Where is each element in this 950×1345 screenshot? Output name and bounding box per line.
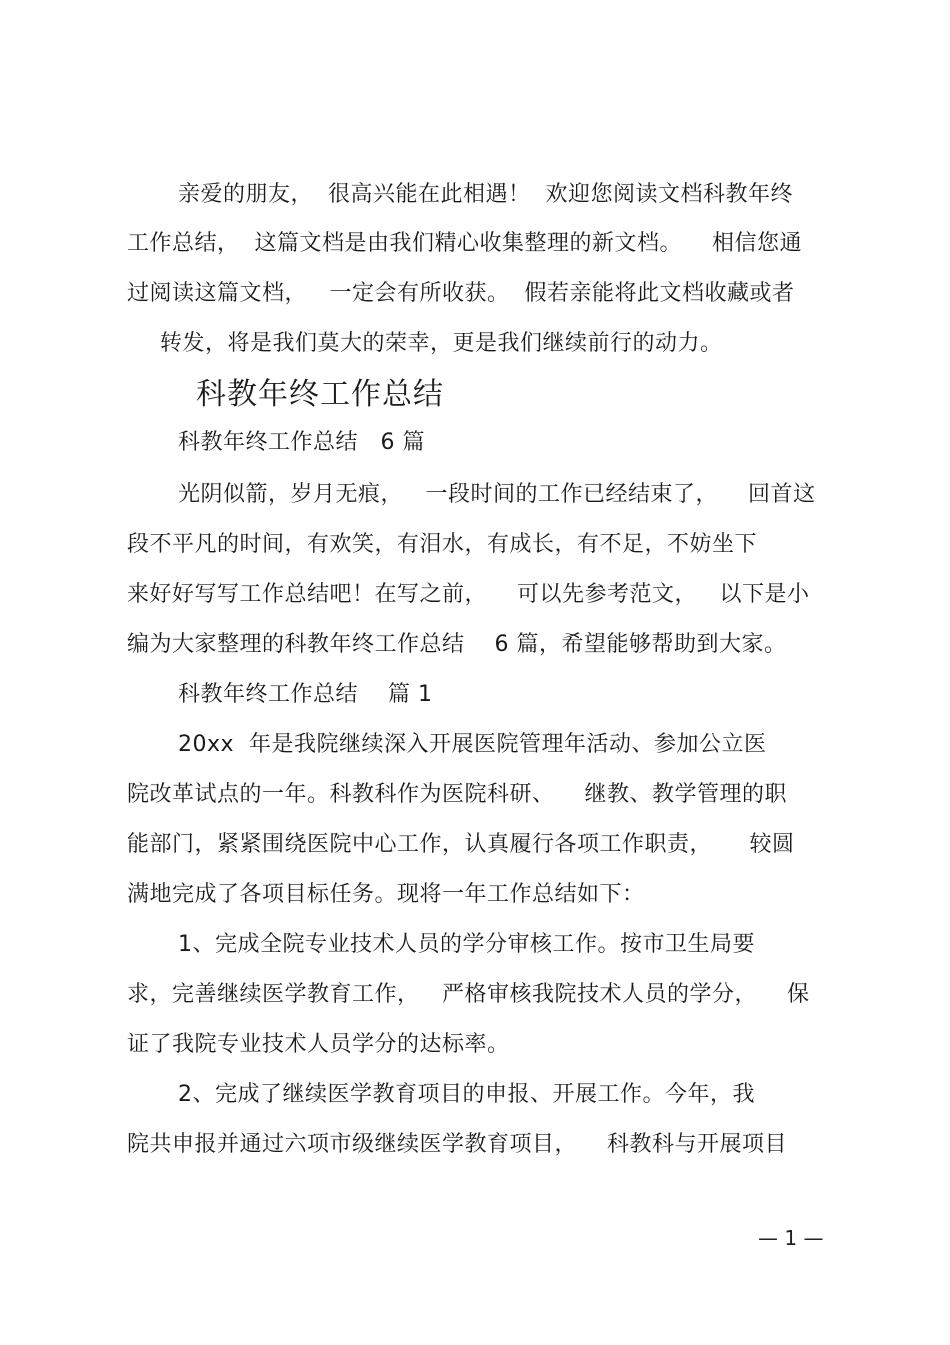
paragraph1-line-1: 20xx 年是我院继续深入开展医院管理年活动、参加公立医: [178, 732, 767, 757]
intro-line-2: 工作总结， 这篇文档是由我们精心收集整理的新文档。 相信您通: [127, 231, 802, 256]
intro-line-3: 过阅读这篇文档， 一定会有所收获。 假若亲能将此文档收藏或者: [127, 281, 795, 306]
section-heading: 科教年终工作总结 篇 1: [178, 682, 433, 707]
preface-line-3: 来好好写写工作总结吧！在写之前， 可以先参考范文， 以下是小: [127, 582, 810, 607]
paragraph1-line-2: 院改革试点的一年。科教科作为医院科研、 继教、教学管理的职: [127, 782, 787, 807]
preface-line-2: 段不平凡的时间，有欢笑，有泪水，有成长，有不足，不妨坐下: [127, 532, 758, 557]
document-title: 科教年终工作总结: [196, 377, 444, 412]
preface-line-4: 编为大家整理的科教年终工作总结 6 篇，希望能够帮助到大家。: [127, 632, 787, 657]
item1-line-2: 求，完善继续医学教育工作， 严格审核我院技术人员的学分， 保: [127, 982, 810, 1007]
item2-line-1: 2、完成了继续医学教育项目的申报、开展工作。今年，我: [178, 1082, 755, 1107]
preface-line-1: 光阴似箭，岁月无痕， 一段时间的工作已经结束了， 回首这: [178, 482, 816, 507]
intro-line-1: 亲爱的朋友， 很高兴能在此相遇！ 欢迎您阅读文档科教年终: [178, 182, 793, 207]
document-subtitle: 科教年终工作总结 6 篇: [178, 430, 425, 455]
page-number: — 1 —: [758, 1226, 824, 1250]
paragraph1-line-4: 满地完成了各项目标任务。现将一年工作总结如下：: [127, 882, 645, 907]
intro-line-4: 转发，将是我们莫大的荣幸，更是我们继续前行的动力。: [160, 331, 723, 356]
paragraph1-line-3: 能部门，紧紧围绕医院中心工作，认真履行各项工作职责， 较圆: [127, 832, 795, 857]
item1-line-1: 1、完成全院专业技术人员的学分审核工作。按市卫生局要: [178, 932, 755, 957]
item1-line-3: 证了我院专业技术人员学分的达标率。: [127, 1032, 510, 1057]
item2-line-2: 院共申报并通过六项市级继续医学教育项目， 科教科与开展项目: [127, 1132, 787, 1157]
